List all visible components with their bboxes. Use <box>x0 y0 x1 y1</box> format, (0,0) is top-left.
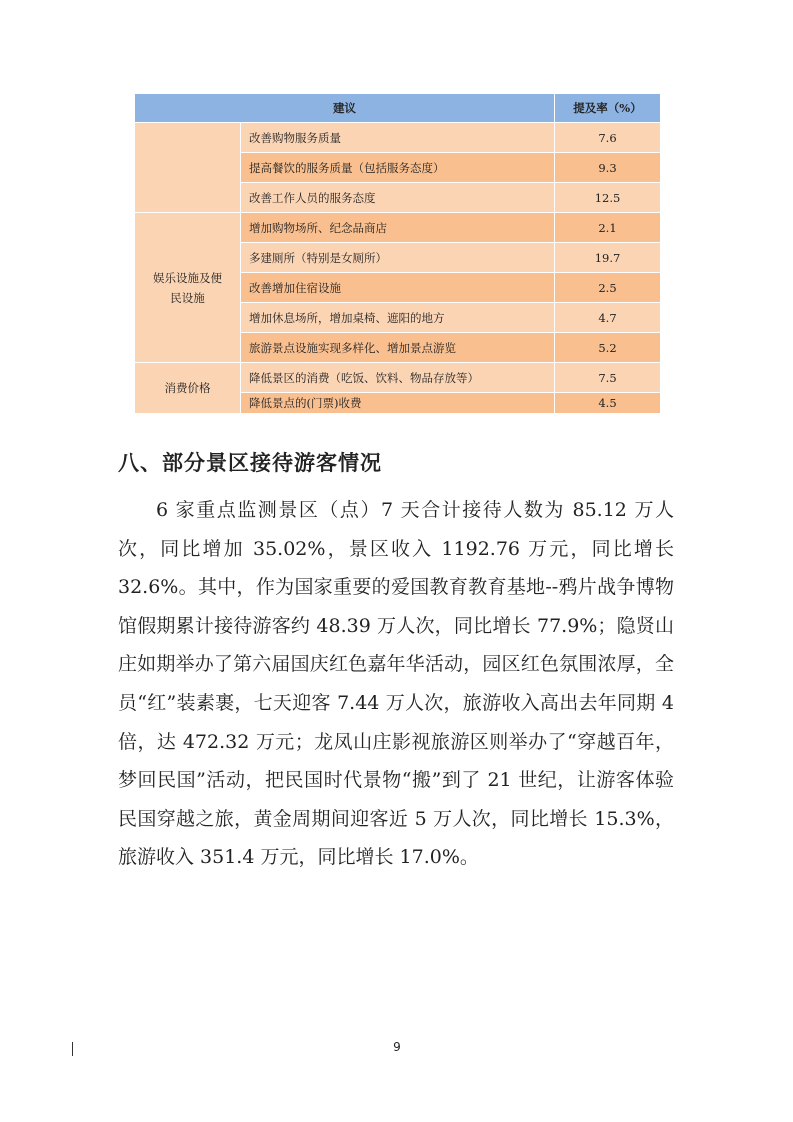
rate-cell: 9.3 <box>555 153 661 183</box>
category-cell <box>135 123 241 213</box>
page-number: 9 <box>393 1040 401 1054</box>
rate-cell: 2.5 <box>555 273 661 303</box>
rate-cell: 7.6 <box>555 123 661 153</box>
category-label: 娱乐设施及便民设施 <box>153 270 222 305</box>
header-suggestion: 建议 <box>135 94 555 123</box>
suggestion-cell: 改善增加住宿设施 <box>241 273 555 303</box>
rate-cell: 4.7 <box>555 303 661 333</box>
rate-cell: 7.5 <box>555 363 661 393</box>
suggestion-cell: 增加休息场所，增加桌椅、遮阳的地方 <box>241 303 555 333</box>
table-row <box>135 123 661 153</box>
rate-cell: 5.2 <box>555 333 661 363</box>
section-heading: 八、部分景区接待游客情况 <box>118 451 382 475</box>
margin-mark <box>72 1042 73 1056</box>
suggestion-cell: 旅游景点设施实现多样化、增加景点游览 <box>241 333 555 363</box>
rate-cell: 12.5 <box>555 183 661 213</box>
suggestion-cell: 提高餐饮的服务质量（包括服务态度） <box>241 153 555 183</box>
suggestion-cell: 改善购物服务质量 <box>241 123 555 153</box>
header-rate: 提及率（%） <box>555 94 661 123</box>
suggestion-cell: 增加购物场所、纪念品商店 <box>241 213 555 243</box>
suggestion-cell: 降低景区的消费（吃饭、饮料、物品存放等） <box>241 363 555 393</box>
category-cell: 消费价格 <box>135 363 241 414</box>
rate-cell: 19.7 <box>555 243 661 273</box>
rate-cell: 2.1 <box>555 213 661 243</box>
suggestion-table <box>134 93 661 414</box>
body-paragraph: 6 家重点监测景区（点）7 天合计接待人数为 85.12 万人次，同比增加 35.02%，景区收入 1192.76 万元，同比增长 32.6%。其中，作为国家重要的爱国教育教育基地--鸦片战争博物馆假期累计接待游客约 48.39 万人次，同比增长 77.9%；隐贤山庄如期举办了第六届国庆红色嘉年华活动，园区红色氛围浓厚，全员“红”装素裹，七天迎客 7.44 万人次，旅游收入高出去年同期 4 倍，达 472.32 万元；龙凤山庄影视旅游区则举办了“穿越百年，梦回民国”活动，把民国时代景物“搬”到了 21 世纪，让游客体验民国穿越之旅，黄金周期间迎客近 5 万人次，同比增长 15.3%，旅游收入 351.4 万元，同比增长 17.0%。 <box>118 499 674 869</box>
table-row <box>135 213 661 243</box>
table-row <box>135 363 661 393</box>
suggestion-cell: 多建厕所（特别是女厕所） <box>241 243 555 273</box>
rate-cell: 4.5 <box>555 393 661 414</box>
category-cell <box>135 213 241 363</box>
suggestion-cell: 改善工作人员的服务态度 <box>241 183 555 213</box>
suggestion-cell: 降低景点的(门票)收费 <box>241 393 555 414</box>
table-header-row <box>135 94 661 123</box>
